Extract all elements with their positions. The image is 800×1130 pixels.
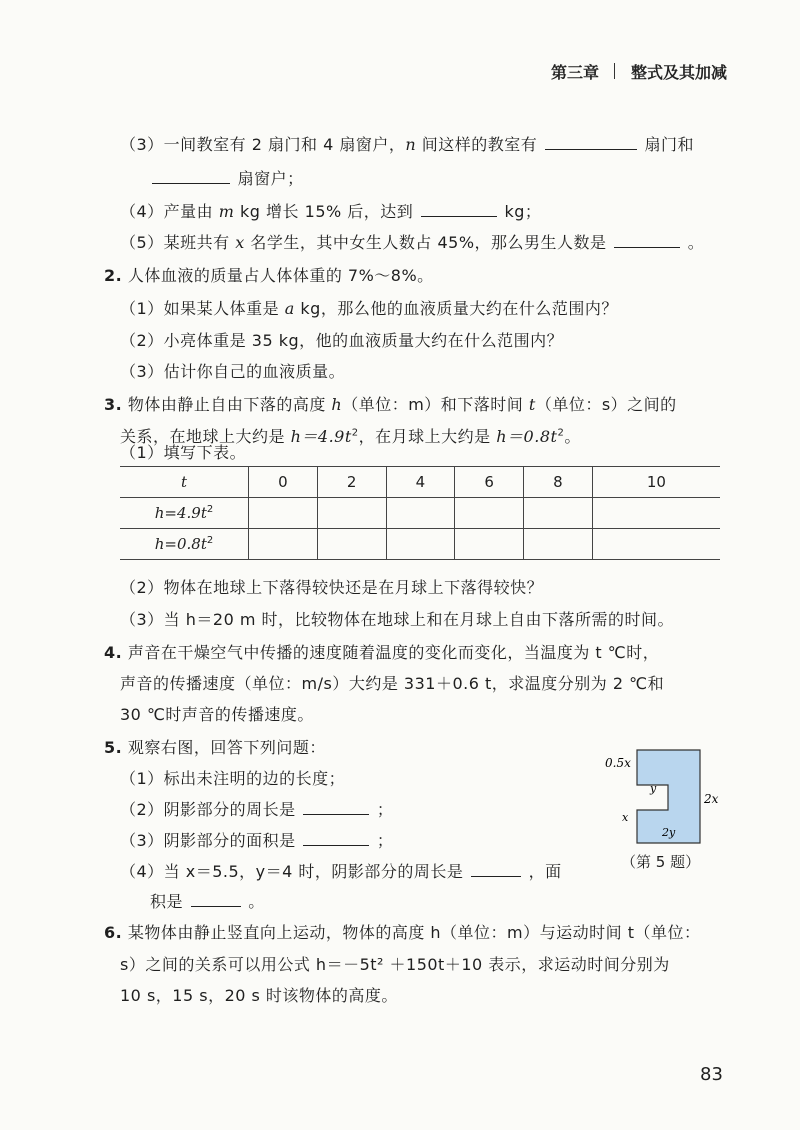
row-earth-sup: 2 <box>206 504 214 515</box>
page-number: 83 <box>700 1064 723 1085</box>
q2-stem <box>104 263 434 286</box>
table-cell[interactable] <box>524 498 593 529</box>
q5-p4-blank-area[interactable] <box>191 890 241 907</box>
table-col-8: 8 <box>524 467 593 498</box>
table-row <box>120 498 720 529</box>
q4-number: 4. <box>104 643 123 662</box>
q3-s2-text-a: 关系，在地球上大约是 <box>120 427 291 446</box>
table-col-0: 0 <box>249 467 318 498</box>
table-col-2: 2 <box>317 467 386 498</box>
q1-part4 <box>120 199 541 222</box>
label-0-5x: 0.5x <box>605 756 631 770</box>
q3-s1-text-b: （单位：m）和下落时间 <box>342 395 529 414</box>
q3-earth-exponent: 2 <box>351 427 359 439</box>
q4-line1 <box>104 640 659 663</box>
chapter-label: 第三章 <box>551 63 600 82</box>
q3-part2: （2）物体在地球上下落得较快还是在月球上下落得较快？ <box>120 578 544 597</box>
table-col-6: 6 <box>455 467 524 498</box>
q4-line3: 30 ℃时声音的传播速度。 <box>120 705 314 724</box>
q3-s1-var-h: h <box>331 395 343 414</box>
table-col-10: 10 <box>592 467 720 498</box>
q5-p2-text: （2）阴影部分的周长是 <box>120 800 296 819</box>
q3-earth-formula: h＝4.9t <box>290 427 352 446</box>
q1-p3-blank-doors[interactable] <box>545 133 637 150</box>
q1-p3-text-c: 扇门和 <box>644 135 694 154</box>
q5-part4-line2 <box>150 889 265 912</box>
q5-p4-text-b: ，面 <box>528 862 562 881</box>
q1-p4-text-b: kg 增长 15% 后，达到 <box>234 202 414 221</box>
q1-p3-text-d: 扇窗户； <box>237 169 304 188</box>
row-earth-text: h=4.9t <box>154 504 207 522</box>
q5-p4-text-c: 积是 <box>150 892 184 911</box>
header-divider <box>614 63 615 79</box>
section-title: 整式及其加减 <box>631 63 728 82</box>
q3-s1-text-a: 物体由静止自由下落的高度 <box>127 395 332 414</box>
table-cell[interactable] <box>524 529 593 560</box>
q5-p4-text-d: 。 <box>248 892 265 911</box>
page-header <box>0 60 800 86</box>
q5-number: 5. <box>104 738 123 757</box>
table-cell[interactable] <box>249 529 318 560</box>
q3-s1-text-c: （单位：s）之间的 <box>535 395 677 414</box>
q1-p4-blank[interactable] <box>421 200 497 217</box>
q1-p4-text-c: kg； <box>504 202 542 221</box>
table-row-label-earth <box>120 498 249 529</box>
q1-p5-text-b: 名学生，其中女生人数占 45%，那么男生人数是 <box>244 233 607 252</box>
q1-p5-blank[interactable] <box>614 231 680 248</box>
table-header-t <box>120 467 249 498</box>
table-cell[interactable] <box>317 498 386 529</box>
q1-p5-text-c: 。 <box>687 233 705 252</box>
row-moon-sup: 2 <box>206 535 214 546</box>
q3-moon-exponent: 2 <box>557 427 565 439</box>
q3-part1: （1）填写下表。 <box>120 443 247 462</box>
q6-line3: 10 s，15 s，20 s 时该物体的高度。 <box>120 986 398 1005</box>
q5-p4-blank-perimeter[interactable] <box>471 860 521 877</box>
q5-p2-blank[interactable] <box>303 798 369 815</box>
q1-p3-text-b: 间这样的教室有 <box>416 135 538 154</box>
q2-number: 2. <box>104 266 123 285</box>
q1-p3-var-n: n <box>405 135 417 154</box>
table-cell[interactable] <box>317 529 386 560</box>
q1-p4-var-m: m <box>218 202 235 221</box>
table-cell[interactable] <box>249 498 318 529</box>
q5-stem <box>104 735 326 758</box>
table-col-4: 4 <box>386 467 455 498</box>
q3-moon-formula: h＝0.8t <box>496 427 558 446</box>
q5-part2 <box>120 797 393 820</box>
q1-p3-text-a: （3）一间教室有 2 扇门和 4 扇窗户， <box>120 135 406 154</box>
q5-part1: （1）标出未注明的边的长度； <box>120 769 346 788</box>
q5-stem-text: 观察右图，回答下列问题： <box>127 738 326 757</box>
q1-part5 <box>120 230 704 253</box>
table-cell[interactable] <box>455 498 524 529</box>
q1-part3-line2 <box>150 166 304 189</box>
label-y: y <box>650 782 657 795</box>
q6-number: 6. <box>104 923 123 942</box>
table-cell[interactable] <box>386 529 455 560</box>
table-cell[interactable] <box>386 498 455 529</box>
q2-part2: （2）小亮体重是 35 kg，他的血液质量大约在什么范围内？ <box>120 331 564 350</box>
q3-s2-text-b: ，在月球上大约是 <box>358 427 497 446</box>
table-cell[interactable] <box>592 529 720 560</box>
q3-part3: （3）当 h＝20 m 时，比较物体在地球上和在月球上自由下落所需的时间。 <box>120 610 675 629</box>
q2-stem-text: 人体血液的质量占人体体重的 7%～8%。 <box>127 266 434 285</box>
q1-part3-line1 <box>120 132 694 155</box>
label-x: x <box>622 811 629 824</box>
q5-p3-end: ； <box>376 831 394 850</box>
q2-p1-var-a: a <box>284 299 295 318</box>
q2-p1-text-a: （1）如果某人体重是 <box>120 299 285 318</box>
q5-part4-line1 <box>120 859 562 882</box>
table-row <box>120 529 720 560</box>
q5-part3 <box>120 828 393 851</box>
table-cell[interactable] <box>455 529 524 560</box>
label-2y: 2y <box>662 826 676 839</box>
q2-p1-text-b: kg，那么他的血液质量大约在什么范围内？ <box>294 299 618 318</box>
label-2x: 2x <box>704 792 719 806</box>
q5-p3-blank[interactable] <box>303 829 369 846</box>
q3-number: 3. <box>104 395 123 414</box>
q5-p2-end: ； <box>376 800 394 819</box>
row-moon-text: h=0.8t <box>154 535 207 553</box>
q3-fill-table <box>120 466 720 560</box>
q3-stem-line1 <box>104 392 677 415</box>
q3-s1-var-t: t <box>528 395 536 414</box>
q1-p5-text-a: （5）某班共有 <box>120 233 236 252</box>
q4-line2: 声音的传播速度（单位：m/s）大约是 331＋0.6 t，求温度分别为 2 ℃和 <box>120 674 665 693</box>
q6-line1-text: 某物体由静止竖直向上运动，物体的高度 h（单位：m）与运动时间 t（单位： <box>127 923 701 942</box>
q5-p3-text: （3）阴影部分的面积是 <box>120 831 296 850</box>
table-header-row <box>120 467 720 498</box>
q4-line1-text: 声音在干燥空气中传播的速度随着温度的变化而变化，当温度为 t ℃时， <box>127 643 660 662</box>
q2-part3: （3）估计你自己的血液质量。 <box>120 362 346 381</box>
table-cell[interactable] <box>592 498 720 529</box>
table-header-t-label: t <box>180 473 188 491</box>
q5-p4-text-a: （4）当 x＝5.5，y＝4 时，阴影部分的周长是 <box>120 862 464 881</box>
q6-line2: s）之间的关系可以用公式 h＝－5t² ＋150t＋10 表示，求运动时间分别为 <box>120 955 670 974</box>
q1-p4-text-a: （4）产量由 <box>120 202 219 221</box>
q6-line1 <box>104 920 701 943</box>
figure-caption: （第 5 题） <box>621 853 701 871</box>
table-row-label-moon <box>120 529 249 560</box>
q1-p3-blank-windows[interactable] <box>152 167 230 184</box>
q3-s2-text-c: 。 <box>564 427 581 446</box>
q1-p5-var-x: x <box>235 233 245 252</box>
q2-part1 <box>120 296 618 319</box>
